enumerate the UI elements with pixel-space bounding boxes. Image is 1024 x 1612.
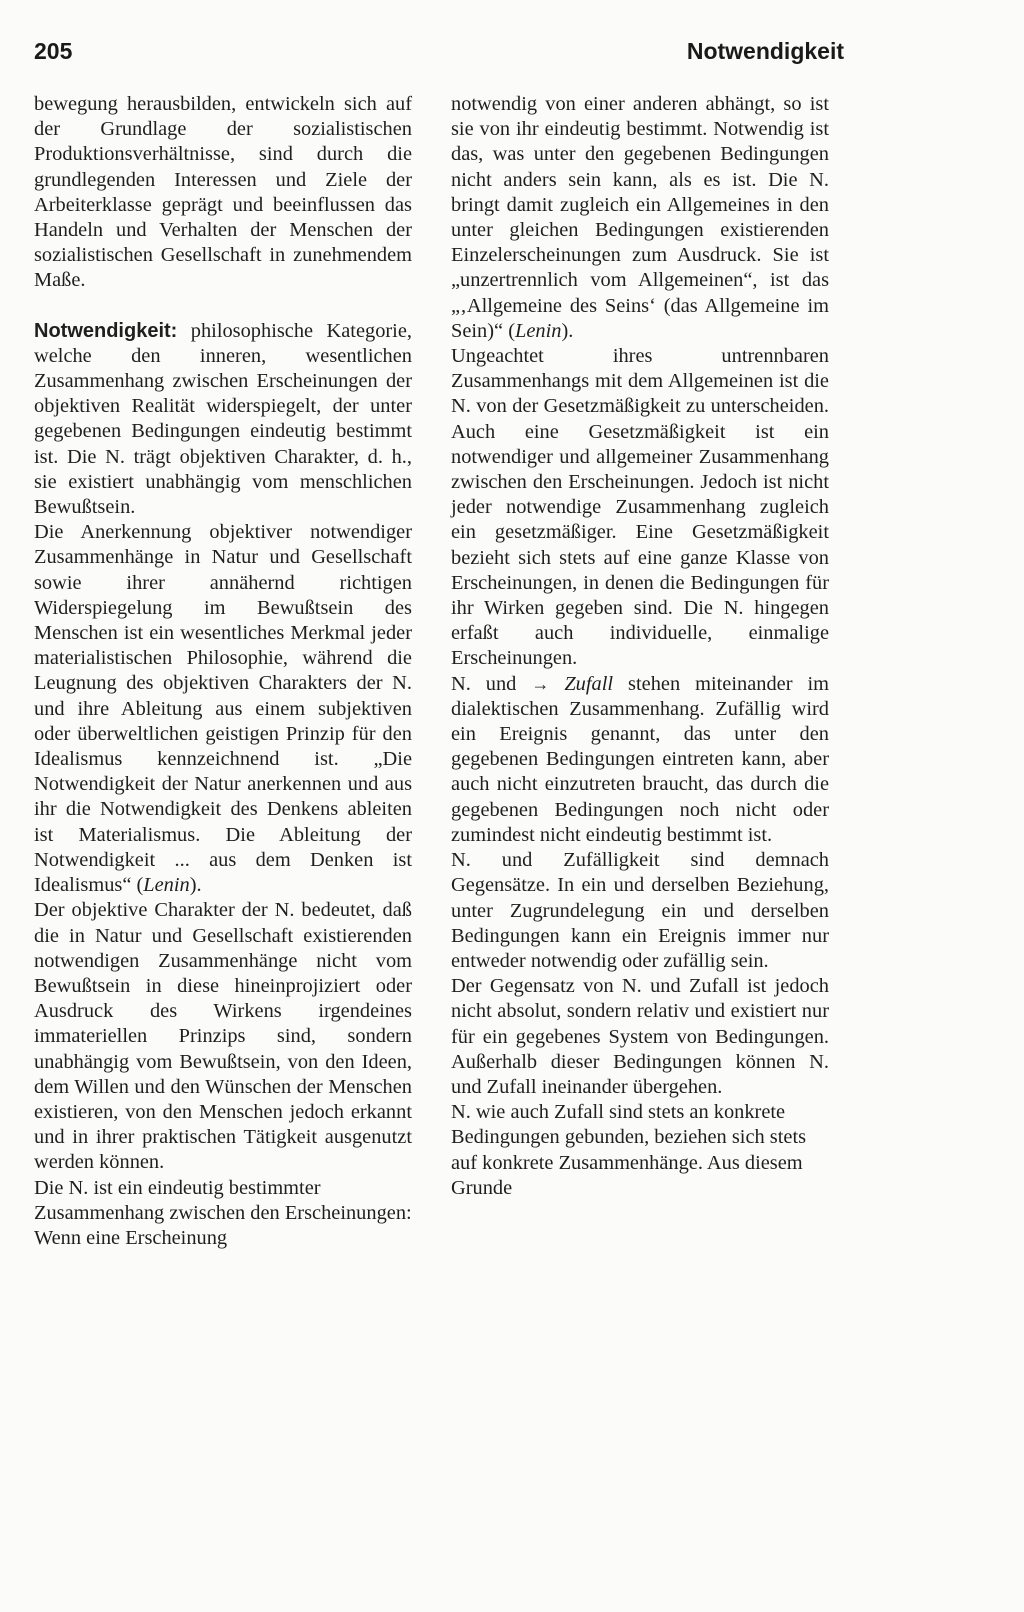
paragraph: Die N. ist ein eindeutig bestimmter Zusammenhang zwischen den Erscheinungen: Wenn eine Erscheinung — [34, 1176, 412, 1249]
paragraph: Der Gegensatz von N. und Zufall ist jedoch nicht absolut, sondern relativ und existiert nur für ein gegebenes System von Bedingungen. Außerhalb dieser Bedingungen können N. und Zufall ineinander übergehen. — [451, 975, 829, 1098]
running-title: Notwendigkeit — [686, 38, 844, 64]
paragraph: N. wie auch Zufall sind stets an konkrete Bedingungen gebunden, beziehen sich stets auf konkrete Zusammenhänge. Aus diesem Grunde — [451, 1101, 807, 1199]
entry-paragraph — [34, 319, 412, 521]
paragraph: bewegung herausbilden, entwickeln sich auf der Grundlage der sozialistischen Produktionsverhältnisse, sind durch die grundlegenden Interessen und Ziele der Arbeiterklasse geprägt und beeinflussen das Handeln und Verhalten der Menschen der sozialistischen Gesellschaft in zunehmendem Maße. — [34, 93, 412, 292]
cross-reference-link[interactable]: Zufall — [564, 672, 614, 695]
page-number: 205 — [34, 38, 73, 64]
paragraph: Ungeachtet ihres untrennbaren Zusammenhangs mit dem Allgemeinen ist die N. von der Gesetzmäßigkeit zu unterscheiden. Auch eine Gesetzmäßigkeit ist ein notwendiger und allgemeiner Zusammenhang zwischen den Erscheinungen. Jedoch ist nicht jeder notwendige Zusammenhang zugleich ein gesetzmäßiger. Eine Gesetzmäßigkeit bezieht sich stets auf eine ganze Klasse von Erscheinungen, in denen die Bedingungen für ihr Wirken gegeben sind. Die N. hingegen erfaßt auch individuelle, einmalige Erscheinungen. — [451, 345, 829, 670]
right-column — [451, 92, 829, 1201]
paragraph: N. und → Zufall stehen miteinander im dialektischen Zusammenhang. Zufällig wird ein Ereignis genannt, das unter den gegebenen Bedingungen eintreten kann, aber auch nicht einzutreten braucht, das durch die gegebenen Bedingungen noch nicht oder zumindest nicht eindeutig bestimmt ist. — [451, 672, 829, 846]
paragraph: notwendig von einer anderen abhängt, so ist sie von ihr eindeutig bestimmt. Notwendig ist das, was unter den gegebenen Bedingungen nicht anders sein kann, als es ist. Die N. bringt damit zugleich ein Allgemeines in den unter gleichen Bedingungen existierenden Einzelerscheinungen zum Ausdruck. Sie ist „unzertrennlich vom Allgemeinen“, ist das „‚Allgemeine des Seins‘ (das Allgemeine im Sein)“ (Lenin). — [451, 93, 829, 342]
paragraph: N. und Zufälligkeit sind demnach Gegensätze. In ein und derselben Beziehung, unter Zugrundelegung ein und derselben Bedingungen kann ein Ereignis immer nur entweder notwendig oder zufällig sein. — [451, 849, 829, 972]
cross-reference-arrow-icon: → — [531, 673, 550, 694]
citation: Lenin — [514, 319, 562, 342]
left-column — [34, 92, 412, 1251]
entry-term: Notwendigkeit: — [34, 319, 178, 342]
citation: Lenin — [143, 874, 190, 897]
paragraph: Der objektive Charakter der N. bedeutet, daß die in Natur und Gesellschaft existierenden notwendigen Zusammenhänge nicht vom Bewußtsein in diese hineinprojiziert oder Ausdruck des Wirkens irgendeines immateriellen Prinzips sind, sondern unabhängig vom Bewußtsein, von den Ideen, dem Willen und den Wünschen der Menschen existieren, von den Menschen jedoch erkannt und in ihrer praktischen Tätigkeit ausgenutzt werden können. — [34, 899, 412, 1174]
entry-definition: philosophische Kategorie, welche den inneren, wesentlichen Zusammenhang zwischen Erscheinungen der objektiven Realität widerspiegelt, der unter gegebenen Bedingungen eindeutig bestimmt ist. Die N. trägt objektiven Charakter, d. h., sie existiert unabhängig vom menschlichen Bewußtsein. — [34, 319, 412, 519]
paragraph: Die Anerkennung objektiver notwendiger Zusammenhänge in Natur und Gesellschaft sowie ihrer annähernd richtigen Widerspiegelung im Bewußtsein des Menschen ist ein wesentliches Merkmal jeder materialistischen Philosophie, während die Leugnung des objektiven Charakters der N. und ihre Ableitung aus einem subjektiven oder überweltlichen geistigen Prinzip für den Idealismus kennzeichnend ist. „Die Notwendigkeit der Natur anerkennen und aus ihr die Notwendigkeit des Denkens ableiten ist Materialismus. Die Ableitung der Notwendigkeit ... aus dem Denken ist Idealismus“ (Lenin). — [34, 521, 412, 897]
